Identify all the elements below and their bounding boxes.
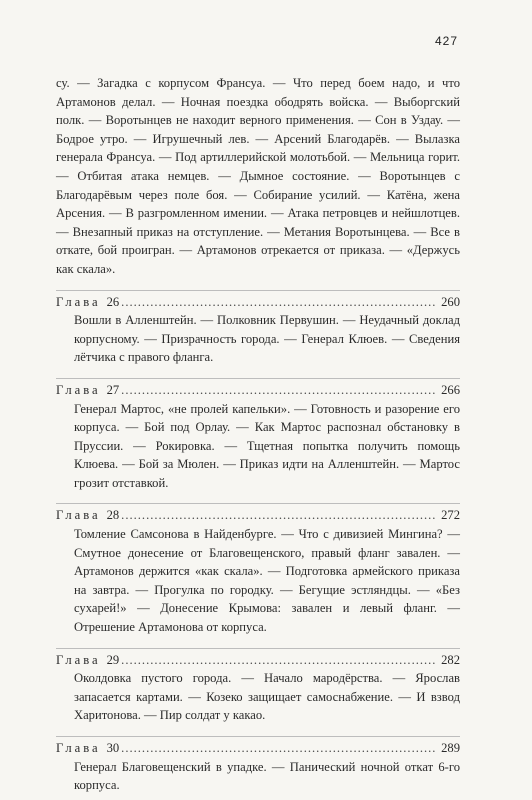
dot-leader [121,506,437,525]
chapter-heading [56,736,460,758]
chapter-label: Глава [56,741,101,755]
dot-leader [121,739,437,758]
chapter-number: 26 [106,294,120,309]
chapter-label: Глава [56,382,101,397]
page-number: 427 [434,34,458,48]
chapter-page-number: 266 [441,382,460,397]
chapter-page-number: 260 [441,294,460,309]
chapter-number: 30 [106,741,120,755]
chapter-26 [56,290,460,367]
chapter-summary: Томление Самсонова в Найденбурге. — Что с дивизией Мингина? — Смутное донесение от Благовещенского, правый фланг завален. — Артамонов держится «как скала». — Подготовка армейского приказа на завтра. — Прогулка по городку. — Бегущие эстляндцы. — «Без сухарей!» — Донесение Крымова: завален и левый фланг. — Отрешение Артамонова от корпуса. [74,527,460,635]
chapter-summary: Генерал Благовещенский в упадке. — Панический ночной откат 6-го корпуса. [74,759,460,793]
chapter-summary: Вошли в Алленштейн. — Полковник Первушин. — Неудачный доклад корпусному. — Призрачность города. — Генерал Клюев. — Сведения лётчика с правого фланга. [74,313,460,365]
chapter-30 [56,736,460,795]
chapter-28 [56,503,460,636]
dot-leader [121,381,437,400]
dot-leader [121,651,437,670]
chapter-page-number: 289 [441,741,460,755]
chapter-heading [56,648,460,670]
chapter-label: Глава [56,652,101,667]
chapter-number: 29 [106,652,120,667]
intro-text: су. — Загадка с корпусом Франсуа. — Что перед боем надо, и что Артамонов делал. — Ночная поездка ободрять войска. — Выборгский полк. — Воротынцев не находит верного применения. — Сон в Уздау. — Бодрое утро. — Игрушечный лев. — Арсений Благодарёв. — Вылазка генерала Франсуа. — Под артиллерийской молотьбой. — Мельница горит. — Отбитая атака немцев. — Дымное состояние. — Воротынцев с Благодарёвым через поле боя. — Собирание усилий. — Катёна, жена Арсения. — В разгромленном имении. — Атака петровцев и нейшлотцев. — Внезапный приказ на отступление. — Метания Воротынцева. — Все в откате, бой проигран. — Артамонов отрекается от приказа. — «Держусь как скала». [56,76,460,276]
chapter-29 [56,648,460,725]
chapter-page-number: 272 [441,508,460,523]
dot-leader [121,293,437,312]
chapter-heading [56,503,460,525]
chapter-label: Глава [56,508,101,523]
chapter-27 [56,378,460,493]
chapter-heading [56,378,460,400]
chapter-number: 27 [106,382,120,397]
chapter-heading [56,290,460,312]
chapter-page-number: 282 [441,652,460,667]
chapter-summary: Генерал Мартос, «не пролей капельки». — Готовность и разорение его корпуса. — Бой под Орлау. — Как Мартос распознал обстановку в Пруссии. — Рокировка. — Тщетная попытка получить помощь Клюева. — Бой за Мюлен. — Приказ идти на Алленштейн. — Мартос грозит отставкой. [74,401,460,490]
table-of-contents [56,74,460,795]
chapter-summary: Околдовка пустого города. — Начало мародёрства. — Ярослав запасается картами. — Козеко защищает самоснабжение. — И взвод Харитонова. — Пир солдат у какао. [74,671,460,723]
chapter-label: Глава [56,294,101,309]
chapter-number: 28 [106,508,120,523]
